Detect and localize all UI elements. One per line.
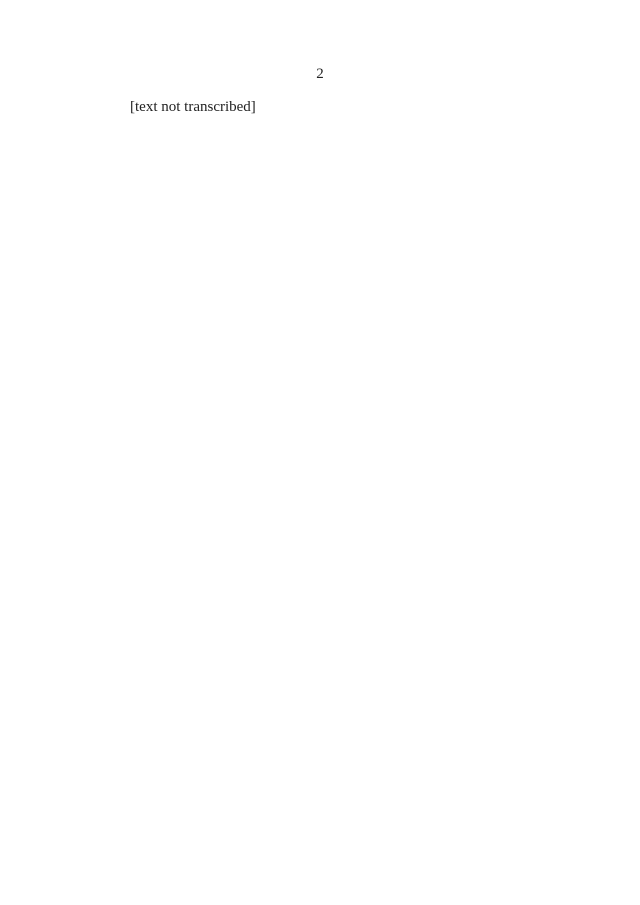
page-number: 2 [316, 66, 324, 82]
document-body [90, 98, 612, 117]
paragraph-line: [text not transcribed] [130, 99, 256, 115]
